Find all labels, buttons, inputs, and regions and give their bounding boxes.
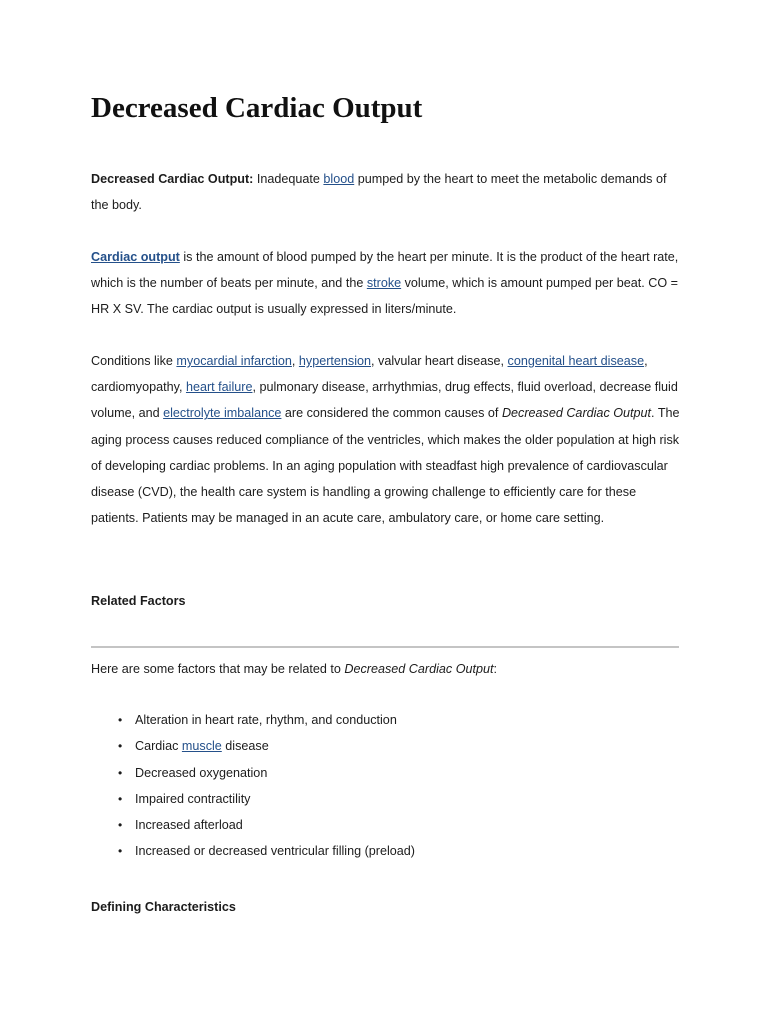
link-muscle[interactable]: muscle	[181, 739, 222, 754]
cardiac-output-paragraph: Cardiac output is the amount of blood pumped by the heart per minute. It is the product of the heart rate, which is the number of beats per minute, and the stroke volume, which is amount pumped per beat. CO = HR X SV. The cardiac output is usually expressed in liters/minute.	[91, 250, 679, 317]
related-intro: Here are some factors that may be related to Decreased Cardiac Output:	[91, 662, 498, 676]
list-item: • Decreased oxygenation	[91, 762, 681, 788]
list-item: • Alteration in heart rate, rhythm, and conduction	[91, 709, 681, 735]
section-divider	[91, 646, 679, 648]
bullet-icon: •	[118, 713, 123, 727]
related-factors-list	[91, 709, 681, 867]
list-item: • Cardiac muscle disease	[91, 735, 681, 761]
link-stroke[interactable]: stroke	[366, 276, 402, 291]
bullet-icon: •	[118, 818, 123, 833]
link-myocardial-infarction[interactable]: myocardial infarction	[176, 354, 292, 368]
link-blood[interactable]: blood	[323, 172, 355, 186]
link-cardiac-output[interactable]: Cardiac output	[91, 250, 180, 264]
definition-paragraph: Decreased Cardiac Output: Inadequate blood pumped by the heart to meet the metabolic demands of the body.	[91, 172, 667, 213]
conditions-paragraph: Conditions like myocardial infarction, hypertension, valvular heart disease, congenital heart disease, cardiomyopathy, heart failure, pulmonary disease, arrhythmias, drug effects, fluid overload, decrease fluid volume, and electrolyte imbalance are considered the common causes of Decreased Cardiac Output. The aging process causes reduced compliance of the ventricles, which makes the older population at high risk of developing cardiac problems. In an aging population with steadfast high prevalence of cardiovascular disease (CVD), the health care system is handling a growing challenge to efficiently care for these patients. Patients may be managed in an acute care, ambulatory care, or home care setting.	[91, 354, 680, 526]
link-heart-failure[interactable]: heart failure	[185, 380, 253, 395]
list-item: • Impaired contractility	[91, 788, 681, 814]
link-congenital-heart-disease[interactable]: congenital heart disease	[507, 354, 645, 368]
definition-term: Decreased Cardiac Output:	[91, 172, 254, 186]
link-electrolyte-imbalance[interactable]: electrolyte imbalance	[163, 406, 282, 421]
link-hypertension[interactable]: hypertension	[298, 354, 372, 368]
bullet-icon: •	[118, 765, 123, 780]
list-item: • Increased or decreased ventricular filling (preload)	[91, 840, 681, 866]
defining-characteristics-heading: Defining Characteristics	[91, 900, 236, 914]
bullet-icon: •	[118, 844, 123, 859]
list-item: • Increased afterload	[91, 814, 681, 840]
related-factors-heading: Related Factors	[91, 594, 186, 608]
bullet-icon: •	[118, 739, 123, 754]
bullet-icon: •	[118, 791, 123, 806]
page-title: Decreased Cardiac Output	[91, 92, 423, 124]
